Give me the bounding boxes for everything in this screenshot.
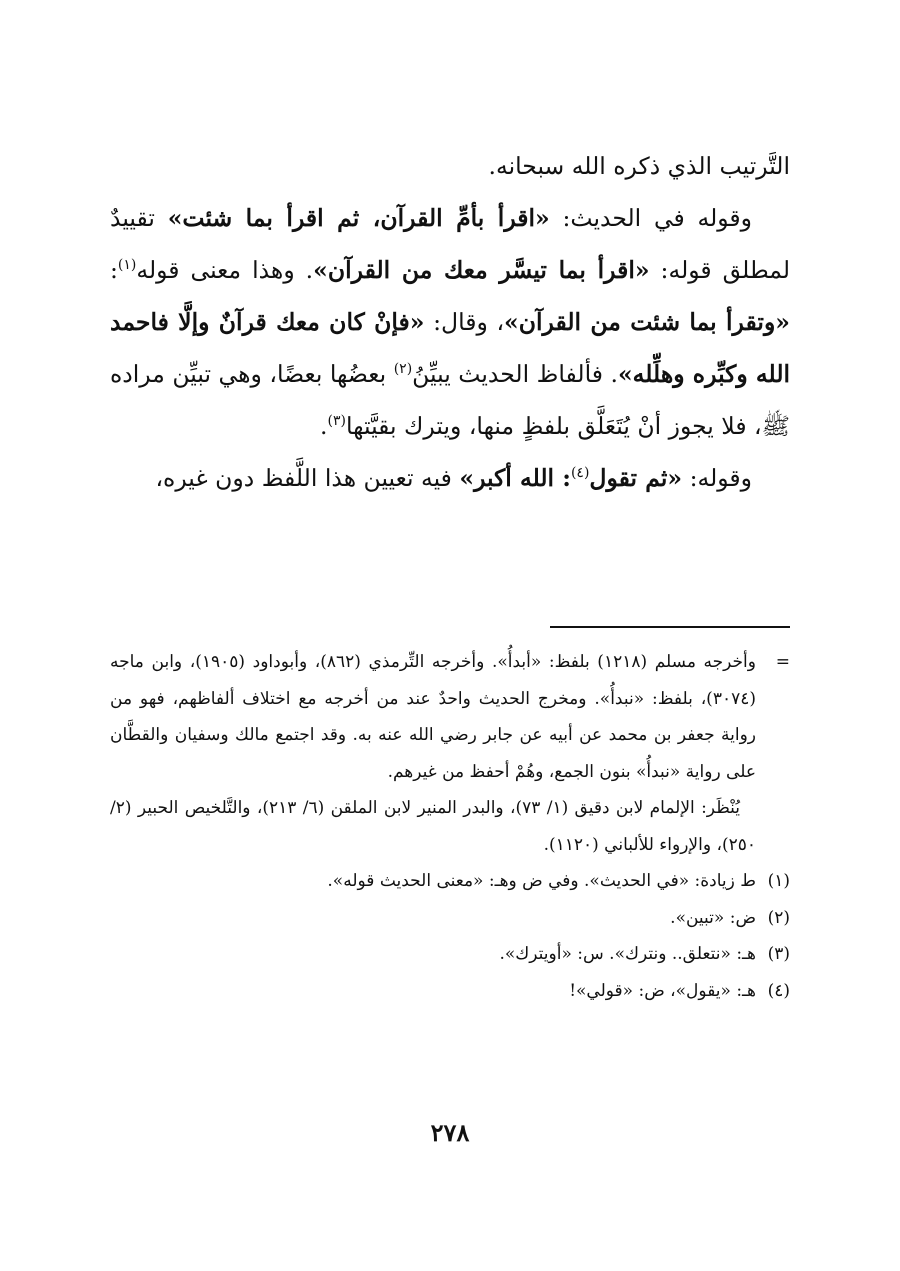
footnote-separator xyxy=(550,626,790,628)
hadith-quote: «اقرأ بأمِّ القرآن، ثم اقرأ بما شئت» xyxy=(167,204,550,232)
footnote-ref[interactable]: (٣) xyxy=(327,413,346,430)
footnote-text: ط زيادة: «في الحديث». وفي ض وهـ: «معنى الحديث قوله». xyxy=(327,871,756,891)
hadith-quote: «ثم تقول xyxy=(589,464,683,492)
footnote-ref[interactable]: (١) xyxy=(117,257,137,274)
footnote-number: (١) xyxy=(767,871,790,891)
footnote-item xyxy=(110,900,790,937)
text-run: بعضُها بعضًا، وهي تبيِّن مراده ﷺ، فلا يجوز أنْ يُتَعَلَّق بلفظٍ منها، ويترك بقيَّتها xyxy=(110,360,790,440)
footnotes xyxy=(110,644,790,1009)
paragraph-2 xyxy=(110,192,790,452)
footnote-ref[interactable]: (٤) xyxy=(570,465,590,482)
footnote-ref[interactable]: (٢) xyxy=(393,361,413,378)
hadith-quote: «فإنْ كان معك قرآنٌ وإلَّا فاحمد الله وكبِّره وهلِّله» xyxy=(110,308,791,388)
footnote-item xyxy=(110,936,790,973)
paragraph-1: التَّرتيب الذي ذكره الله سبحانه. xyxy=(488,152,790,180)
text-run: ، وقال: xyxy=(424,308,505,336)
footnote-text: هـ: «نتعلق.. ونترك». س: «أويترك». xyxy=(499,944,756,964)
text-run: فيه تعيين هذا اللَّفظ دون غيره، xyxy=(155,464,460,492)
footnote-item xyxy=(110,863,790,900)
hadith-quote: : الله أكبر» xyxy=(459,464,571,492)
continuation-mark: = xyxy=(775,652,790,672)
footnote-number: (٤) xyxy=(767,980,790,1001)
footnote-number: (٢) xyxy=(767,907,790,928)
footnote-text: ض: «تبين». xyxy=(670,907,756,928)
text-run: وقوله في الحديث: xyxy=(549,204,752,232)
footnote-continuation-text: وأخرجه مسلم (١٢١٨) بلفظ: «أبدأُ». وأخرجه التِّرمذي (٨٦٢)، وأبوداود (١٩٠٥)، وابن ماجه (٣٠٧٤)، بلفظ: «نبدأُ». ومخرج الحديث واحدٌ عند من أخرجه مع اختلاف ألفاظهم، فهو من رواية جعفر بن محمد عن أبيه عن جابر رضي الله عنه به. وقد اجتمع مالك وسفيان والقطَّان على رواية «نبدأُ» بنون الجمع، وهُمْ أحفظ من غيرهم. xyxy=(110,652,756,782)
text-run: : xyxy=(110,256,118,284)
text-run: وقوله: xyxy=(682,464,752,492)
footnote-item xyxy=(110,973,790,1010)
hadith-quote: «وتقرأ بما شئت من القرآن» xyxy=(504,308,790,336)
text-run: تقييدٌ لمطلق قوله: xyxy=(110,204,790,284)
footnote-number: (٣) xyxy=(767,944,790,964)
hadith-quote: «اقرأ بما تيسَّر معك من القرآن» xyxy=(313,256,650,284)
footnote-text: هـ: «يقول»، ض: «قولي»! xyxy=(569,980,756,1001)
paragraph-3 xyxy=(110,452,790,504)
footnote-continuation-text: يُنْظَر: الإلمام لابن دقيق (١/ ٧٣)، والبدر المنير لابن الملقن (٦/ ٢١٣)، والتَّلخيص الحبير (٢/ ٢٥٠)، والإرواء للألباني (١١٢٠). xyxy=(110,798,756,855)
text-run: . فألفاظ الحديث يبيِّنُ xyxy=(412,360,618,388)
main-text xyxy=(110,140,790,504)
footnote-continuation xyxy=(110,644,790,863)
text-run: . وهذا معنى قوله xyxy=(136,256,314,284)
page-number: ٢٧٨ xyxy=(430,1118,470,1147)
text-run: . xyxy=(320,412,328,440)
